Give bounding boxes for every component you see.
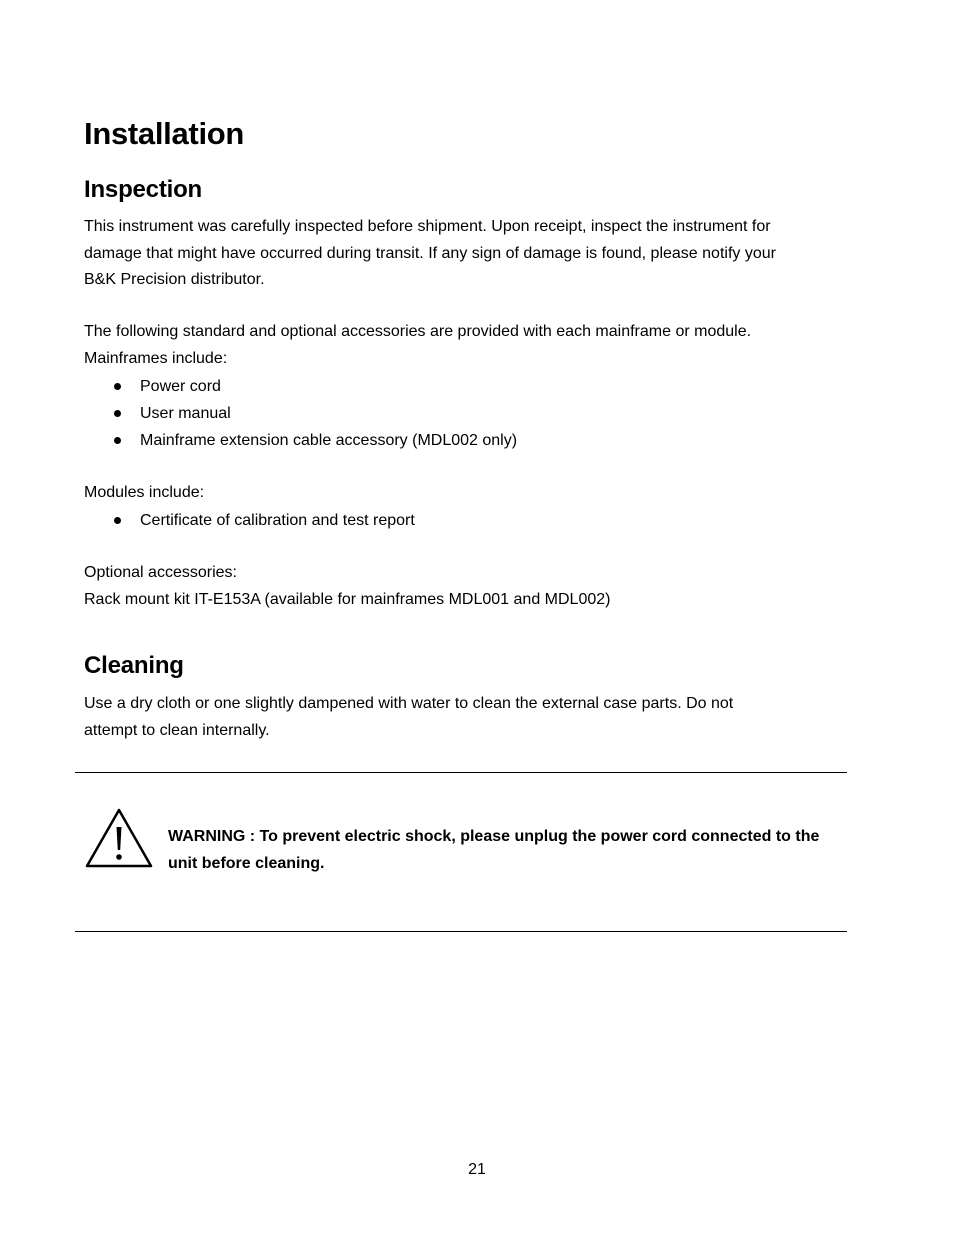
accessories-intro [84,319,848,372]
warning-top-rule [75,772,847,773]
list-item [84,400,517,427]
list-item-text: Mainframe extension cable accessory (MDL002 only) [140,432,518,449]
list-item [84,507,415,534]
text-line: This instrument was carefully inspected before shipment. Upon receipt, inspect the instrument for [84,218,771,235]
cleaning-paragraph [84,691,848,744]
text-line: The following standard and optional accessories are provided with each mainframe or module. [84,323,752,340]
text-line: unit before cleaning. [168,854,325,872]
bullet-icon [114,383,121,390]
section-heading-inspection: Inspection [84,176,203,203]
mainframe-items-list [84,373,517,454]
list-item-text: Certificate of calibration and test report [140,512,415,529]
text-line: attempt to clean internally. [84,721,270,739]
bullet-icon [114,437,121,444]
page-number: 21 [468,1161,486,1178]
warning-triangle-icon [84,807,154,869]
section-heading-cleaning: Cleaning [84,652,184,679]
optional-item: Rack mount kit IT-E153A (available for mainframes MDL001 and MDL002) [84,590,611,608]
text-line: WARNING : To prevent electric shock, please unplug the power cord connected to the [168,828,820,845]
module-items-list [84,507,415,534]
list-item-text: Power cord [140,378,221,395]
text-line: Use a dry cloth or one slightly dampened with water to clean the external case parts. Do not [84,695,734,712]
inspection-paragraph [84,214,848,294]
list-item [84,427,517,454]
list-item-text: User manual [140,405,231,422]
text-line: B&K Precision distributor. [84,271,265,288]
warning-bottom-rule [75,931,847,932]
text-line: Mainframes include: [84,349,228,367]
optional-accessories [84,560,848,613]
bullet-icon [114,410,121,417]
warning-message [168,824,848,877]
optional-label: Optional accessories: [84,564,237,581]
text-line: damage that might have occurred during transit. If any sign of damage is found, please notify your [84,244,776,262]
bullet-icon [114,517,121,524]
modules-label: Modules include: [84,484,205,501]
list-item [84,373,517,400]
page-title: Installation [84,116,245,151]
